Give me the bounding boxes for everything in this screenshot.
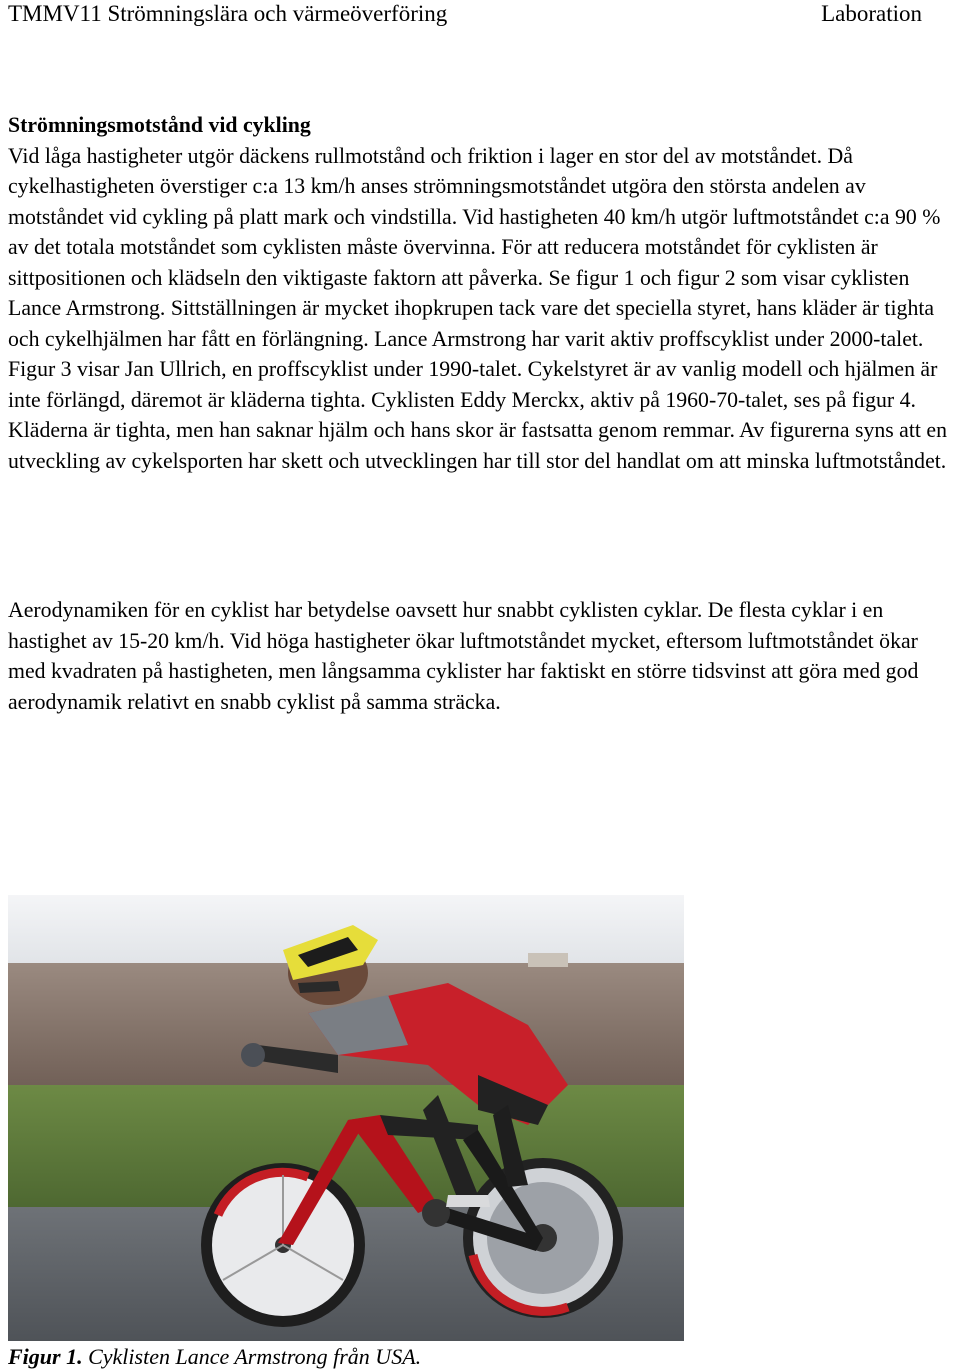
figure-1-caption [8,1343,421,1371]
cyclist-photo-icon [8,895,684,1341]
section-airflow-resistance [8,110,958,476]
page-header [8,0,922,30]
course-title: TMMV11 Strömningslära och värmeöverföring [8,1,448,26]
front-wheel [201,1163,365,1327]
figure-1-photo [8,895,684,1341]
section-title: Strömningsmotstånd vid cykling [8,113,311,137]
figure-label: Figur 1. [8,1344,83,1369]
figure-caption-text: Cyklisten Lance Armstrong från USA. [88,1344,422,1369]
section-aerodynamics [8,595,958,717]
document-type: Laboration [821,1,922,26]
section-body-2: Aerodynamiken för en cyklist har betydelse oavsett hur snabbt cyklisten cyklar. De flesta cyklar i en hastighet av 15-20 km/h. Vid höga hastigheter ökar luftmotståndet mycket, eftersom luftmotståndet ökar med kvadraten på hastigheten, men långsamma cyklister har faktiskt en större tidsvinst att göra med god aerodynamik relativt en snabb cyklist på samma sträcka. [8,598,919,714]
section-body: Vid låga hastigheter utgör däckens rullmotstånd och friktion i lager en stor del av motståndet. Då cykelhastigheten överstiger c:a 13 km/h anses strömningsmotståndet utgöra den största andelen av motståndet vid cykling på platt mark och vindstilla. Vid hastigheten 40 km/h utgör luftmotståndet c:a 90 % av det totala motståndet som cyklisten måste övervinna. För att reducera motståndet för cyklisten är sittpositionen och klädseln den viktigaste faktorn att påverka. Se figur 1 och figur 2 som visar cyklisten Lance Armstrong. Sittställningen är mycket ihopkrupen tack vare det speciella styret, hans kläder är tighta och cykelhjälmen har fått en förlängning. Lance Armstrong har varit aktiv proffscyklist under 2000-talet. Figur 3 visar Jan Ullrich, en proffscyklist under 1990-talet. Cykelstyret är av vanlig modell och hjälmen är inte förlängd, däremot är kläderna tighta. Cyklisten Eddy Merckx, aktiv på 1960-70-talet, ses på figur 4. Kläderna är tighta, men han saknar hjälm och hans skor är fastsatta genom remmar. Av figurerna syns att en utveckling av cykelsporten har skett och utvecklingen har till stor del handlat om att minska luftmotståndet. [8,143,947,473]
